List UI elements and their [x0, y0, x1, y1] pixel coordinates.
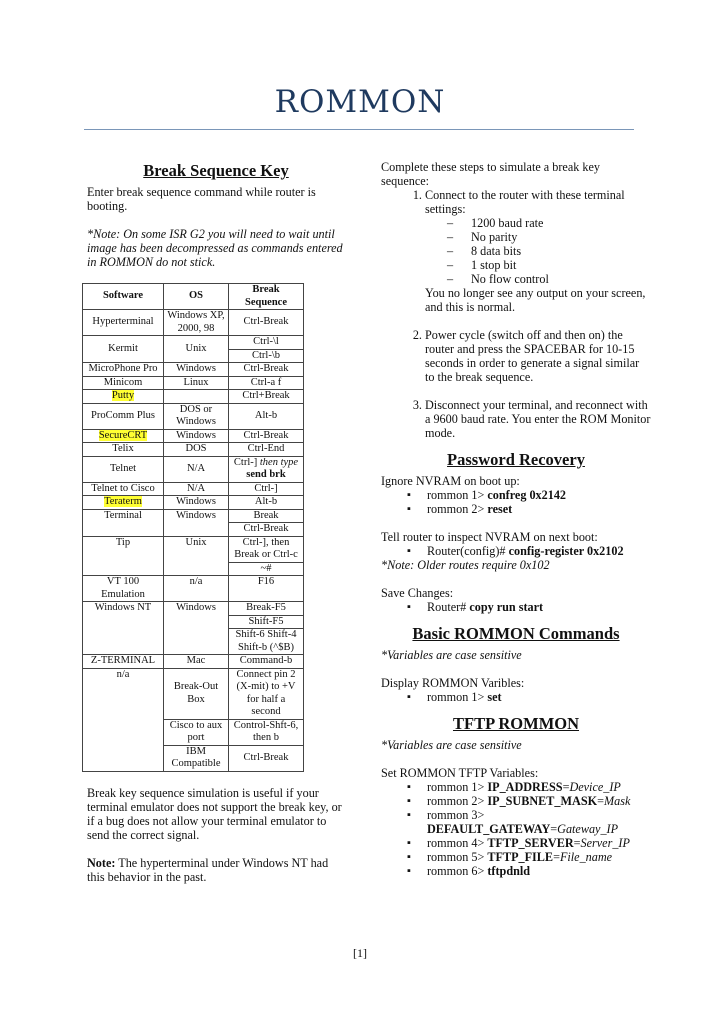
highlighted-software: Putty: [111, 390, 135, 401]
list-item: [407, 488, 651, 502]
cmd-prefix: rommon 1>: [427, 780, 488, 794]
display-commands: [381, 690, 651, 704]
cell-os: Unix: [164, 536, 229, 576]
cell-software: VT 100 Emulation: [83, 576, 164, 602]
var-name: IP_ADDRESS: [487, 780, 563, 794]
cell-seq: Break: [229, 509, 304, 523]
left-column: [87, 160, 345, 884]
list-item: [407, 690, 651, 704]
list-item: – 8 data bits: [447, 244, 651, 258]
cell-os: Break-Out Box: [164, 668, 229, 719]
inspect-nvram-label: Tell router to inspect NVRAM on next boot:: [381, 530, 598, 544]
table-row: [83, 336, 304, 350]
table-row: [83, 509, 304, 523]
var-value: Mask: [603, 794, 631, 808]
cell-seq: Ctrl-\l: [229, 336, 304, 350]
cell-os: Windows: [164, 496, 229, 510]
step-item: [425, 398, 651, 440]
cell-os: DOS: [164, 443, 229, 457]
cmd-prefix: rommon 1>: [427, 690, 488, 704]
cell-software: n/a: [83, 668, 164, 771]
cell-seq: Alt-b: [229, 496, 304, 510]
list-item: [407, 850, 651, 864]
cell-software: Terminal: [83, 509, 164, 536]
list-item: – 1 stop bit: [447, 258, 651, 272]
save-changes-label: Save Changes:: [381, 586, 454, 600]
cell-software: Minicom: [83, 376, 164, 390]
step-item: [425, 188, 651, 328]
cmd-prefix: rommon 2>: [427, 502, 488, 516]
list-item: [407, 600, 651, 614]
simulation-paragraph: Break key sequence simulation is useful if your terminal emulator does not support the break key, or if a bug does not allow your terminal emulator to send the correct signal.: [87, 785, 342, 842]
table-row: [83, 576, 304, 602]
cell-seq: F16: [229, 576, 304, 602]
cell-os: Unix: [164, 336, 229, 363]
step-text: Connect to the router with these terminal settings:: [425, 188, 625, 216]
var-name: DEFAULT_GATEWAY: [427, 822, 551, 836]
cell-seq: Ctrl-Break: [229, 523, 304, 537]
break-note: *Note: On some ISR G2 you will need to wait until image has been decompressed as commands entered in ROMMON do not stick.: [87, 227, 343, 269]
terminal-settings-list: [425, 216, 651, 286]
var-value: Server_IP: [580, 836, 630, 850]
cmd-text: config-register 0x2102: [508, 544, 624, 558]
var-value: File_name: [559, 850, 613, 864]
page-title: ROMMON: [274, 84, 446, 120]
var-name: IP_SUBNET_MASK: [487, 794, 598, 808]
cell-seq: Ctrl-a f: [229, 376, 304, 390]
nt-note: [87, 856, 345, 884]
note-text: The hyperterminal under Windows NT had this behavior in the past.: [87, 855, 329, 884]
var-name: TFTP_FILE: [487, 850, 554, 864]
var-eq: =: [553, 850, 560, 864]
cmd-prefix: rommon 2>: [427, 794, 488, 808]
table-row: [83, 363, 304, 377]
table-row: [83, 668, 304, 719]
cell-software: [83, 429, 164, 443]
cell-os: DOS or Windows: [164, 403, 229, 429]
cell-software: Z-TERMINAL: [83, 655, 164, 669]
case-sensitive-note: *Variables are case sensitive: [381, 738, 522, 752]
ignore-nvram-label: Ignore NVRAM on boot up:: [381, 474, 520, 488]
cell-seq: Ctrl-]: [229, 482, 304, 496]
list-item: – No parity: [447, 230, 651, 244]
case-sensitive-note: *Variables are case sensitive: [381, 648, 522, 662]
cell-software: Tip: [83, 536, 164, 576]
var-eq: =: [562, 780, 570, 794]
table-row: [83, 403, 304, 429]
header-break-sequence: Break Sequence: [229, 284, 304, 310]
header-software: Software: [83, 284, 164, 310]
cell-software: MicroPhone Pro: [83, 363, 164, 377]
cmd-prefix: Router#: [427, 600, 470, 614]
table-row: [83, 536, 304, 562]
cell-seq: Break-F5: [229, 602, 304, 616]
var-name: tftpdnld: [487, 864, 531, 878]
seq-bold: send brk: [246, 469, 286, 480]
list-item: [407, 836, 651, 850]
table-row: [83, 390, 304, 404]
cmd-text: reset: [487, 502, 513, 516]
cell-os: [164, 390, 229, 404]
table-row: [83, 655, 304, 669]
cell-seq: Ctrl-Break: [229, 429, 304, 443]
list-item: [407, 808, 651, 836]
cmd-text: set: [487, 690, 502, 704]
ignore-nvram-commands: [381, 488, 651, 516]
break-intro: Enter break sequence command while router is booting.: [87, 185, 316, 213]
list-item: [407, 780, 651, 794]
tftp-rommon-heading: TFTP ROMMON: [452, 714, 580, 733]
table-row: [83, 482, 304, 496]
table-row: [83, 496, 304, 510]
cell-software: ProComm Plus: [83, 403, 164, 429]
cell-os: N/A: [164, 456, 229, 482]
cell-seq: Command-b: [229, 655, 304, 669]
cell-seq: Shift-6 Shift-4 Shift-b (^$B): [229, 629, 304, 655]
cell-os: Cisco to aux port: [164, 719, 229, 745]
cell-software: Telnet: [83, 456, 164, 482]
list-item: [407, 794, 651, 808]
cell-seq: [229, 456, 304, 482]
cell-seq: Ctrl-Break: [229, 745, 304, 771]
step-text: Power cycle (switch off and then on) the router and press the SPACEBAR for 10-15 seconds in order to generate a signal similar to the break sequence.: [425, 328, 640, 384]
older-routes-note: *Note: Older routes require 0x102: [381, 558, 550, 572]
page-number: [1]: [353, 946, 367, 960]
cell-os: N/A: [164, 482, 229, 496]
cmd-prefix: rommon 5>: [427, 850, 488, 864]
tftp-variables-label: Set ROMMON TFTP Variables:: [381, 766, 539, 780]
table-header-row: [83, 284, 304, 310]
cell-seq: ~#: [229, 562, 304, 576]
cell-seq: Control-Shft-6, then b: [229, 719, 304, 745]
cell-seq: Ctrl-], then Break or Ctrl-c: [229, 536, 304, 562]
title-divider: [84, 129, 634, 130]
cell-os: Linux: [164, 376, 229, 390]
list-item: [407, 864, 651, 878]
seq-text: Ctrl-]: [233, 456, 260, 468]
break-sequence-table: [82, 283, 304, 772]
right-column: [381, 160, 651, 878]
cmd-text: confreg 0x2142: [487, 488, 567, 502]
cell-seq: Ctrl-End: [229, 443, 304, 457]
cmd-prefix: rommon 3>: [427, 808, 485, 822]
cell-seq: Ctrl-Break: [229, 363, 304, 377]
save-commands: [381, 600, 651, 614]
break-sequence-heading: Break Sequence Key: [143, 161, 289, 180]
table-row: [83, 456, 304, 482]
cell-os: n/a: [164, 576, 229, 602]
table-row: [83, 310, 304, 336]
cell-software: Hyperterminal: [83, 310, 164, 336]
cell-seq: Alt-b: [229, 403, 304, 429]
table-row: [83, 429, 304, 443]
cell-software: [83, 496, 164, 510]
list-item: [407, 502, 651, 516]
highlighted-software: Teraterm: [104, 496, 142, 507]
cmd-prefix: rommon 6>: [427, 864, 488, 878]
cell-seq: Ctrl-\b: [229, 349, 304, 363]
step-item: [425, 328, 651, 398]
var-eq: =: [597, 794, 604, 808]
cell-software: Kermit: [83, 336, 164, 363]
display-variables-label: Display ROMMON Varibles:: [381, 676, 525, 690]
simulate-intro: Complete these steps to simulate a break key sequence:: [381, 160, 600, 188]
cell-seq: Ctrl+Break: [229, 390, 304, 404]
cell-seq: Ctrl-Break: [229, 310, 304, 336]
step-text: Disconnect your terminal, and reconnect with a 9600 baud rate. You enter the ROM Monitor mode.: [425, 398, 651, 440]
password-recovery-heading: Password Recovery: [447, 450, 585, 469]
table-row: [83, 602, 304, 616]
list-item: [407, 544, 651, 558]
inspect-nvram-commands: [381, 544, 651, 558]
cmd-prefix: Router(config)#: [427, 544, 509, 558]
cell-os: Windows: [164, 363, 229, 377]
table-row: [83, 443, 304, 457]
cmd-prefix: rommon 1>: [427, 488, 488, 502]
cell-os: Windows: [164, 509, 229, 536]
step-text: You no longer see any output on your screen, and this is normal.: [425, 286, 646, 314]
table-row: [83, 376, 304, 390]
header-os: OS: [164, 284, 229, 310]
list-item: – No flow control: [447, 272, 651, 286]
cmd-prefix: rommon 4>: [427, 836, 488, 850]
basic-rommon-heading: Basic ROMMON Commands: [412, 624, 620, 643]
cell-os: Windows XP, 2000, 98: [164, 310, 229, 336]
cell-software: Telnet to Cisco: [83, 482, 164, 496]
cell-software: Telix: [83, 443, 164, 457]
cmd-text: copy run start: [469, 600, 544, 614]
highlighted-software: SecureCRT: [98, 429, 148, 441]
tftp-variable-commands: [381, 780, 651, 878]
cell-os: Mac: [164, 655, 229, 669]
cell-software: [83, 390, 164, 404]
seq-italic: then type: [259, 456, 299, 468]
cell-seq: Connect pin 2 (X-mit) to +V for half a second: [229, 668, 304, 719]
var-eq: =: [550, 822, 558, 836]
cell-seq: Shift-F5: [229, 615, 304, 629]
cell-software: Windows NT: [83, 602, 164, 655]
cell-os: Windows: [164, 429, 229, 443]
var-eq: =: [573, 836, 581, 850]
cell-os: Windows: [164, 602, 229, 655]
var-value: Device_IP: [569, 780, 621, 794]
simulate-steps: [381, 188, 651, 440]
var-value: Gateway_IP: [557, 822, 619, 836]
list-item: – 1200 baud rate: [447, 216, 651, 230]
cell-os: IBM Compatible: [164, 745, 229, 771]
var-name: TFTP_SERVER: [487, 836, 574, 850]
note-label: Note:: [87, 855, 116, 870]
